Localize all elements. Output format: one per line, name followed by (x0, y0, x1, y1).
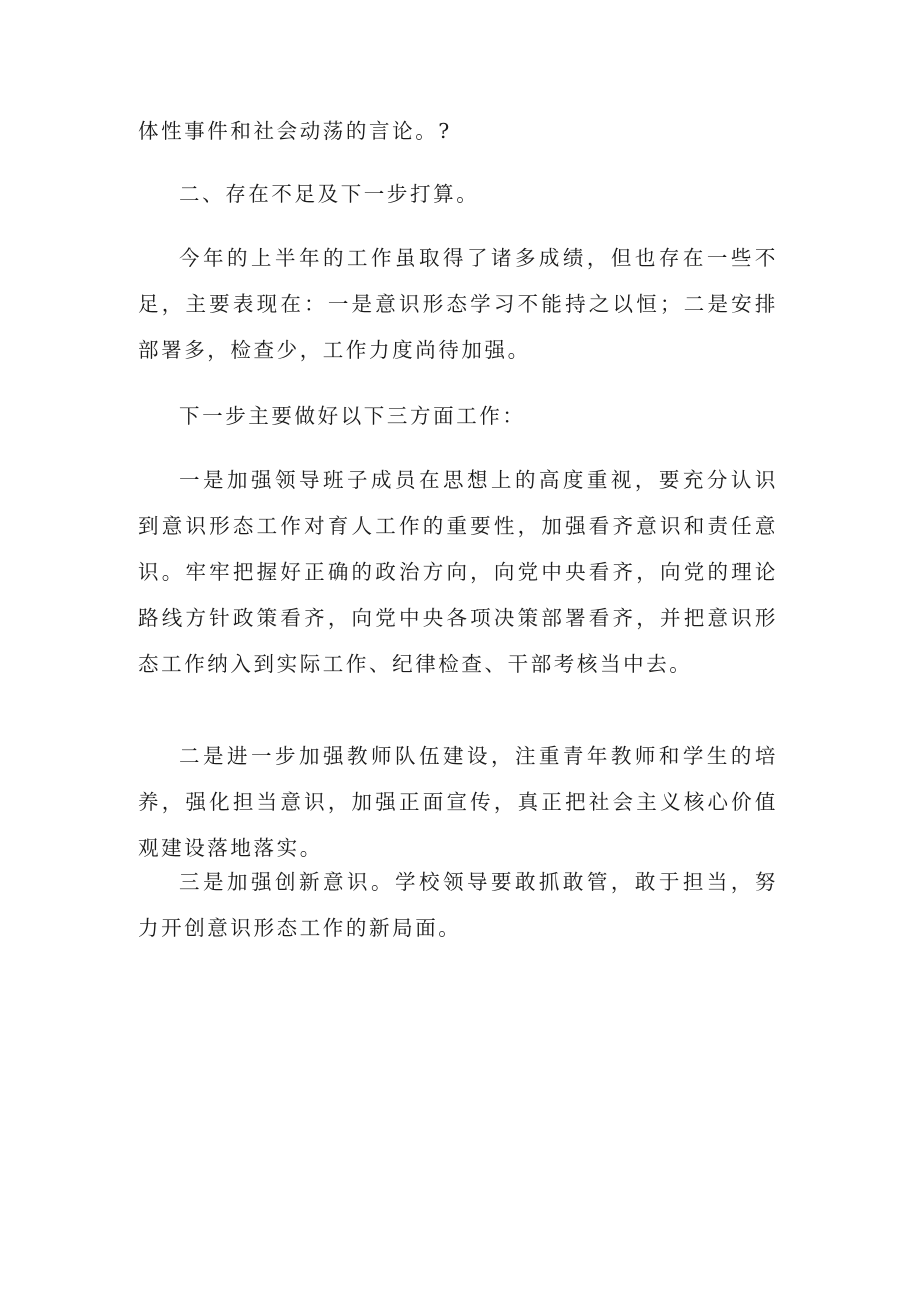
paragraph-step-two: 二是进一步加强教师队伍建设，注重青年教师和学生的培养，强化担当意识，加强正面宣传，真正把社会主义核心价值观建设落地落实。 (138, 744, 778, 860)
paragraph-continuation: 体性事件和社会动荡的言论。? (138, 119, 452, 143)
section-heading: 二、存在不足及下一步打算。 (179, 182, 480, 206)
paragraph-step-one: 一是加强领导班子成员在思想上的高度重视，要充分认识到意识形态工作对育人工作的重要性，加强看齐意识和责任意识。牢牢把握好正确的政治方向，向党中央看齐，向党的理论路线方针政策看齐，向党中央各项决策部署看齐，并把意识形态工作纳入到实际工作、纪律检查、干部考核当中去。 (138, 468, 778, 676)
paragraph-step-three: 三是加强创新意识。学校领导要敢抓敢管，敢于担当，努力开创意识形态工作的新局面。 (138, 870, 778, 940)
paragraph-next-steps-intro: 下一步主要做好以下三方面工作： (179, 404, 526, 428)
paragraph-shortcomings: 今年的上半年的工作虽取得了诸多成绩，但也存在一些不足，主要表现在：一是意识形态学习不能持之以恒；二是安排部署多，检查少，工作力度尚待加强。 (138, 246, 778, 362)
